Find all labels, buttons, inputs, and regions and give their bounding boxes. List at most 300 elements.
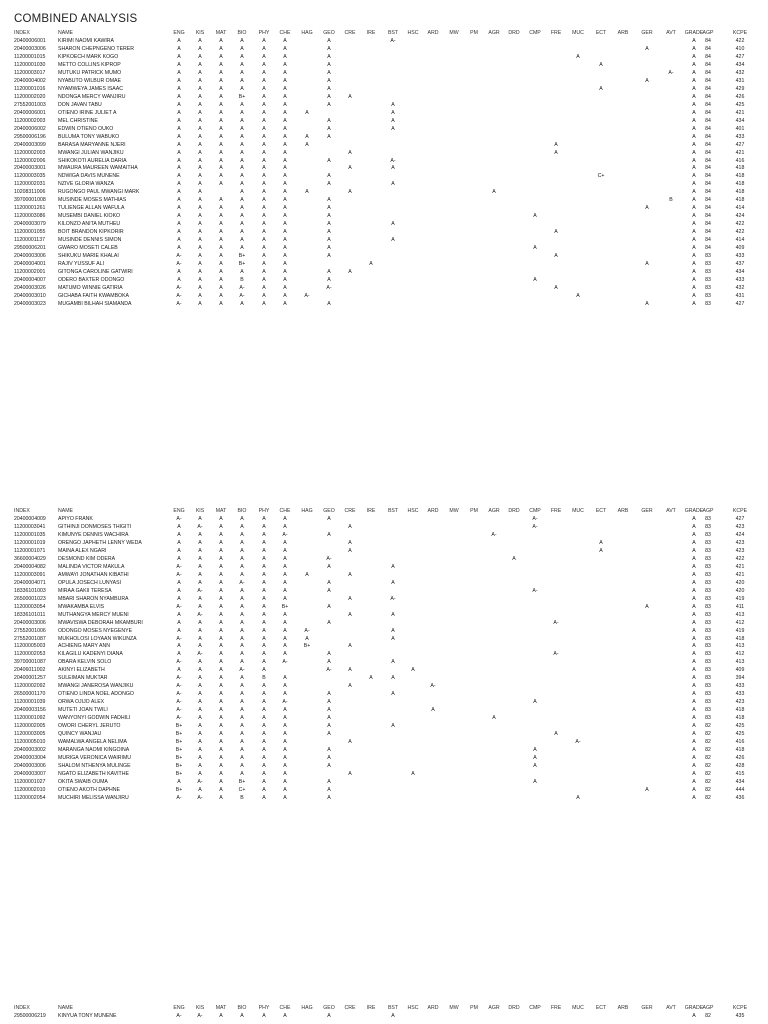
grade-grade: A xyxy=(692,691,696,698)
grade-bio: A xyxy=(240,547,244,554)
agp-value: 84 xyxy=(705,157,711,164)
grade-phy: A xyxy=(262,125,266,132)
grade-che: A xyxy=(283,285,287,291)
table-row xyxy=(0,771,768,779)
student-name: DON JAVAN TABU xyxy=(58,101,102,108)
grade-phy: A xyxy=(262,515,266,522)
grade-phy: A xyxy=(262,133,266,140)
kcpe-value: 435 xyxy=(735,1012,745,1019)
grade-phy: A xyxy=(262,109,266,116)
table-header xyxy=(0,508,768,516)
header-name: NAME xyxy=(58,1005,73,1011)
kcpe-value: 429 xyxy=(735,85,745,92)
grade-grade: A xyxy=(692,563,696,570)
grade-mat: A xyxy=(219,603,223,610)
kcpe-value: 419 xyxy=(735,627,745,634)
grade-grade: A xyxy=(692,651,696,658)
header-index: INDEX xyxy=(14,30,30,36)
student-index: 20400003006 xyxy=(14,253,46,260)
header-bio: BIO xyxy=(237,1005,247,1011)
grade-phy: A xyxy=(262,141,266,148)
grade-kis: A xyxy=(198,285,202,291)
grade-mat: A xyxy=(219,149,223,156)
student-index: 29500006201 xyxy=(14,245,46,252)
header-phy: PHY xyxy=(258,508,270,514)
grade-geo: A xyxy=(327,794,331,801)
grade-eng: A xyxy=(177,181,181,188)
grade-mat: A xyxy=(219,611,223,618)
grade-kis: A xyxy=(198,531,202,538)
grade-che: A xyxy=(283,117,287,124)
grade-geo: A xyxy=(327,253,331,260)
grade-geo: A xyxy=(327,45,331,52)
grade-cre: A xyxy=(348,539,352,546)
agp-value: 84 xyxy=(705,93,711,100)
header-eng: ENG xyxy=(173,508,185,514)
grade-bio: A xyxy=(240,189,244,196)
grade-kis: A xyxy=(198,173,202,180)
grade-bio: A xyxy=(240,683,244,690)
grade-mat: A xyxy=(219,277,223,284)
grade-grade: A xyxy=(692,133,696,140)
grade-geo: A xyxy=(327,731,331,738)
grade-geo: A xyxy=(327,699,331,706)
student-name: OTIENO AKOTH DAPHNE xyxy=(58,786,120,793)
header-index: INDEX xyxy=(14,1005,30,1011)
table-row xyxy=(0,150,768,158)
grade-kis: A xyxy=(198,723,202,730)
grade-phy: A xyxy=(262,707,266,714)
header-bst: BST xyxy=(387,508,399,514)
grade-kis: A xyxy=(198,515,202,522)
grade-mat: A xyxy=(219,619,223,626)
grade-bio: A xyxy=(240,300,244,307)
kcpe-value: 424 xyxy=(735,213,745,220)
grade-mat: A xyxy=(219,571,223,578)
student-index: 11200002003 xyxy=(14,149,46,156)
table-row xyxy=(0,189,768,197)
header-eng: ENG xyxy=(173,30,185,36)
agp-value: 84 xyxy=(705,197,711,204)
student-name: MALINDA VICTOR MAKULA xyxy=(58,563,125,570)
agp-value: 83 xyxy=(705,603,711,610)
grade-phy: A xyxy=(262,699,266,706)
grade-phy: A xyxy=(262,37,266,44)
grade-kis: A xyxy=(198,547,202,554)
student-name: KIMUNYE DENNIS WACHIRA xyxy=(58,531,129,538)
grade-cmp: A- xyxy=(532,523,538,530)
agp-value: 83 xyxy=(705,515,711,522)
grade-fre: A xyxy=(554,285,558,291)
grade-geo: A xyxy=(327,515,331,522)
grade-geo: A xyxy=(327,77,331,84)
header-avt: AVT xyxy=(666,1005,676,1011)
kcpe-value: 421 xyxy=(735,149,745,156)
grade-eng: A xyxy=(177,77,181,84)
header-hag: HAG xyxy=(301,1005,313,1011)
grade-geo: A xyxy=(327,300,331,307)
header-mw: MW xyxy=(449,508,459,514)
grade-bio: A xyxy=(240,229,244,236)
grade-phy: A xyxy=(262,173,266,180)
grade-mat: A xyxy=(219,229,223,236)
student-index: 20400004071 xyxy=(14,579,46,586)
grade-che: A xyxy=(283,213,287,220)
grade-bio: A xyxy=(240,205,244,212)
grade-mat: A xyxy=(219,707,223,714)
agp-value: 84 xyxy=(705,53,711,60)
grade-kis: A xyxy=(198,133,202,140)
grade-bio: A xyxy=(240,627,244,634)
student-name: WAMALWA ANGELA NELIMA xyxy=(58,739,127,746)
kcpe-value: 431 xyxy=(735,77,745,84)
grade-che: A xyxy=(283,237,287,244)
grade-grade: A xyxy=(692,539,696,546)
agp-value: 83 xyxy=(705,300,711,307)
grade-bio: B xyxy=(240,277,244,284)
grade-grade: A xyxy=(692,723,696,730)
student-name: ORWA OJIJO ALEX xyxy=(58,699,105,706)
table-row xyxy=(0,102,768,110)
grade-bio: A xyxy=(240,77,244,84)
grade-grade: A xyxy=(692,300,696,307)
kcpe-value: 433 xyxy=(735,691,745,698)
table-row xyxy=(0,70,768,78)
student-name: BULUMA TONY WABUKO xyxy=(58,133,120,140)
header-cmp: CMP xyxy=(529,30,541,36)
grade-mat: A xyxy=(219,755,223,762)
agp-value: 84 xyxy=(705,85,711,92)
grade-che: A xyxy=(283,539,287,546)
header-arb: ARB xyxy=(617,508,629,514)
grade-geo: A xyxy=(327,1012,331,1019)
header-mat: MAT xyxy=(215,30,227,36)
grade-bio: A xyxy=(240,85,244,92)
grade-eng: A xyxy=(177,205,181,212)
kcpe-value: 444 xyxy=(735,786,745,793)
grade-ger: A xyxy=(645,786,649,793)
grade-eng: A- xyxy=(176,253,182,260)
grade-phy: A xyxy=(262,237,266,244)
header-avt: AVT xyxy=(666,30,676,36)
grade-kis: A- xyxy=(197,587,203,594)
grade-kis: A xyxy=(198,213,202,220)
grade-mat: A xyxy=(219,786,223,793)
student-name: EDWIN OTIENO OUKO xyxy=(58,125,114,132)
table-row xyxy=(0,78,768,86)
header-pm: PM xyxy=(470,508,478,514)
grade-phy: A xyxy=(262,523,266,530)
student-name: NYAMWEYA JAMES ISAAC xyxy=(58,85,123,92)
grade-grade: A xyxy=(692,683,696,690)
kcpe-value: 426 xyxy=(735,755,745,762)
grade-cre: A xyxy=(348,595,352,602)
grade-eng: A xyxy=(177,555,181,562)
student-index: 39700001008 xyxy=(14,197,46,204)
grade-kis: A xyxy=(198,635,202,642)
grade-che: A xyxy=(283,739,287,746)
grade-che: A xyxy=(283,563,287,570)
student-index: 11200003005 xyxy=(14,731,46,738)
grade-grade: A xyxy=(692,667,696,674)
student-name: AMWAYI JONATHAN KIBATHI xyxy=(58,571,129,578)
header-agr: AGR xyxy=(488,30,500,36)
grade-kis: A- xyxy=(197,778,203,785)
grade-hag: A xyxy=(305,635,309,642)
grade-che: A xyxy=(283,619,287,626)
grade-mat: A xyxy=(219,69,223,76)
kcpe-value: 422 xyxy=(735,221,745,228)
grade-bio: A xyxy=(240,69,244,76)
student-name: OBARA KELVIN SOLO xyxy=(58,659,112,666)
grade-geo: A xyxy=(327,277,331,284)
header-ger: GER xyxy=(641,508,653,514)
kcpe-value: 434 xyxy=(735,61,745,68)
table-row xyxy=(0,181,768,189)
grade-mat: A xyxy=(219,778,223,785)
student-index: 20400003026 xyxy=(14,285,46,291)
grade-geo: A xyxy=(327,173,331,180)
student-name: MAINA ALEX NGARI xyxy=(58,547,107,554)
grade-che: A xyxy=(283,101,287,108)
header-geo: GEO xyxy=(323,30,335,36)
student-name: MUGAMBI BILHAH SIAMANDA xyxy=(58,300,132,307)
table-row xyxy=(0,683,768,691)
grade-grade: A xyxy=(692,763,696,769)
grade-kis: A xyxy=(198,627,202,634)
grade-avt: A- xyxy=(668,69,674,76)
header-eng: ENG xyxy=(173,1005,185,1011)
grade-phy: A xyxy=(262,181,266,188)
grade-mat: A xyxy=(219,237,223,244)
grade-phy: A xyxy=(262,731,266,738)
grade-che: A xyxy=(283,229,287,236)
grade-phy: A xyxy=(262,786,266,793)
table-row xyxy=(0,699,768,707)
student-name: MARANGA NAOMI KINGOINA xyxy=(58,747,130,754)
agp-value: 84 xyxy=(705,189,711,196)
grade-bio: A xyxy=(240,635,244,642)
kcpe-value: 416 xyxy=(735,739,745,746)
grade-cmp: A xyxy=(533,277,537,284)
agp-value: 82 xyxy=(705,763,711,769)
grade-kis: A- xyxy=(197,611,203,618)
grade-kis: A xyxy=(198,715,202,722)
student-index: 27552001003 xyxy=(14,101,46,108)
grade-eng: A- xyxy=(176,261,182,268)
grade-mat: A xyxy=(219,285,223,291)
kcpe-value: 418 xyxy=(735,747,745,754)
grade-bio: A xyxy=(240,61,244,68)
header-drd: DRD xyxy=(508,508,520,514)
student-name: NZIVE GLORIA WANZA xyxy=(58,181,115,188)
grade-eng: A- xyxy=(176,571,182,578)
grade-geo: A xyxy=(327,157,331,164)
grade-muc: A xyxy=(576,292,580,299)
grade-grade: A xyxy=(692,747,696,754)
grade-kis: A xyxy=(198,45,202,52)
student-index: 20400004009 xyxy=(14,515,46,522)
student-index: 11200002005 xyxy=(14,723,46,730)
agp-value: 83 xyxy=(705,292,711,299)
grade-fre: A xyxy=(554,141,558,148)
grade-kis: A xyxy=(198,555,202,562)
grade-phy: A xyxy=(262,770,266,777)
student-index: 20400003006 xyxy=(14,45,46,52)
grade-che: A xyxy=(283,277,287,284)
table-row xyxy=(0,46,768,54)
grade-muc: A- xyxy=(575,739,581,746)
student-name: SHALOM NTHENYA MULINGE xyxy=(58,763,131,769)
grade-fre: A- xyxy=(553,619,559,626)
grade-phy: A xyxy=(262,539,266,546)
student-index: 11200002003 xyxy=(14,117,46,124)
student-name: MURIGA VERONICA WAIRIMU xyxy=(58,755,132,762)
student-index: 11200003091 xyxy=(14,571,46,578)
table-row xyxy=(0,158,768,166)
grade-grade: A xyxy=(692,659,696,666)
table-row xyxy=(0,763,768,771)
grade-eng: A xyxy=(177,213,181,220)
grade-che: A xyxy=(283,731,287,738)
grade-kis: A xyxy=(198,197,202,204)
grade-che: A xyxy=(283,675,287,682)
grade-eng: A xyxy=(177,651,181,658)
agp-value: 83 xyxy=(705,547,711,554)
kcpe-value: 437 xyxy=(735,261,745,268)
student-index: 20400004082 xyxy=(14,563,46,570)
agp-value: 84 xyxy=(705,69,711,76)
grade-bst: A xyxy=(391,101,395,108)
results-table-section xyxy=(0,1005,768,1021)
student-name: MUTETI JOAN TWILI xyxy=(58,707,108,714)
grade-phy: A xyxy=(262,229,266,236)
grade-grade: A xyxy=(692,277,696,284)
agp-value: 83 xyxy=(705,627,711,634)
grade-mat: A xyxy=(219,531,223,538)
grade-mat: A xyxy=(219,747,223,754)
grade-phy: A xyxy=(262,45,266,52)
grade-phy: A xyxy=(262,157,266,164)
kcpe-value: 423 xyxy=(735,539,745,546)
page-title: COMBINED ANALYSIS xyxy=(14,13,138,25)
grade-che: A- xyxy=(282,699,288,706)
grade-che: A xyxy=(283,763,287,769)
grade-phy: A xyxy=(262,205,266,212)
grade-eng: B+ xyxy=(175,723,183,730)
grade-geo: A xyxy=(327,755,331,762)
table-row xyxy=(0,620,768,628)
student-index: 11200003041 xyxy=(14,523,46,530)
agp-value: 82 xyxy=(705,739,711,746)
grade-grade: A xyxy=(692,157,696,164)
grade-hag: A xyxy=(305,189,309,196)
grade-grade: A xyxy=(692,523,696,530)
grade-mat: A xyxy=(219,547,223,554)
student-index: 11200001039 xyxy=(14,699,46,706)
grade-kis: A xyxy=(198,181,202,188)
student-name: MIRAA GAKII TERESA xyxy=(58,587,112,594)
grade-bio: A xyxy=(240,1012,244,1019)
kcpe-value: 432 xyxy=(735,69,745,76)
grade-mat: A xyxy=(219,205,223,212)
grade-geo: A xyxy=(327,763,331,769)
grade-eng: A- xyxy=(176,715,182,722)
results-table-section xyxy=(0,508,768,803)
grade-che: A xyxy=(283,627,287,634)
agp-value: 83 xyxy=(705,555,711,562)
grade-ire: A xyxy=(369,261,373,268)
header-muc: MUC xyxy=(572,1005,584,1011)
grade-grade: A xyxy=(692,778,696,785)
student-name: SULEIMAN MUKTAR xyxy=(58,675,108,682)
grade-phy: A xyxy=(262,611,266,618)
grade-hsc: A xyxy=(411,770,415,777)
grade-eng: A- xyxy=(176,675,182,682)
grade-kis: A xyxy=(198,141,202,148)
grade-bio: A xyxy=(240,755,244,762)
student-name: MUKHOLOSI LOYAAN WIKUNZA xyxy=(58,635,137,642)
table-row xyxy=(0,755,768,763)
grade-bio: A xyxy=(240,770,244,777)
student-name: MEL CHRISTINE xyxy=(58,117,98,124)
table-row xyxy=(0,787,768,795)
table-row xyxy=(0,643,768,651)
grade-bst: A xyxy=(391,221,395,228)
grade-mat: A xyxy=(219,539,223,546)
grade-bio: A xyxy=(240,45,244,52)
grade-grade: A xyxy=(692,786,696,793)
grade-che: B+ xyxy=(281,603,289,610)
student-index: 20400003002 xyxy=(14,747,46,754)
grade-phy: A xyxy=(262,723,266,730)
grade-eng: A xyxy=(177,611,181,618)
agp-value: 84 xyxy=(705,61,711,68)
grade-grade: A xyxy=(692,189,696,196)
grade-bio: A xyxy=(240,715,244,722)
kcpe-value: 418 xyxy=(735,181,745,188)
grade-mat: A xyxy=(219,77,223,84)
grade-che: A xyxy=(283,1012,287,1019)
agp-value: 83 xyxy=(705,683,711,690)
kcpe-value: 427 xyxy=(735,515,745,522)
grade-che: A xyxy=(283,181,287,188)
grade-mat: A xyxy=(219,300,223,307)
header-cre: CRE xyxy=(344,508,356,514)
kcpe-value: 423 xyxy=(735,523,745,530)
grade-bst: A- xyxy=(390,37,396,44)
grade-geo: A xyxy=(327,603,331,610)
grade-phy: A xyxy=(262,189,266,196)
student-name: OWORI CHERYL JERUTO xyxy=(58,723,121,730)
grade-che: A xyxy=(283,53,287,60)
student-name: ACHIENG MARY ANN xyxy=(58,643,110,650)
grade-kis: A xyxy=(198,699,202,706)
grade-phy: A xyxy=(262,563,266,570)
kcpe-value: 425 xyxy=(735,731,745,738)
header-pm: PM xyxy=(470,30,478,36)
grade-grade: A xyxy=(692,715,696,722)
student-name: GITONGA CAROLINE GATWIRI xyxy=(58,269,133,276)
student-name: MUSINDE DENNIS SIMON xyxy=(58,237,122,244)
grade-phy: A xyxy=(262,667,266,674)
grade-geo: A xyxy=(327,237,331,244)
grade-che: A xyxy=(283,547,287,554)
grade-eng: A- xyxy=(176,659,182,666)
student-index: 27552001006 xyxy=(14,627,46,634)
grade-eng: A xyxy=(177,245,181,252)
grade-phy: A xyxy=(262,197,266,204)
